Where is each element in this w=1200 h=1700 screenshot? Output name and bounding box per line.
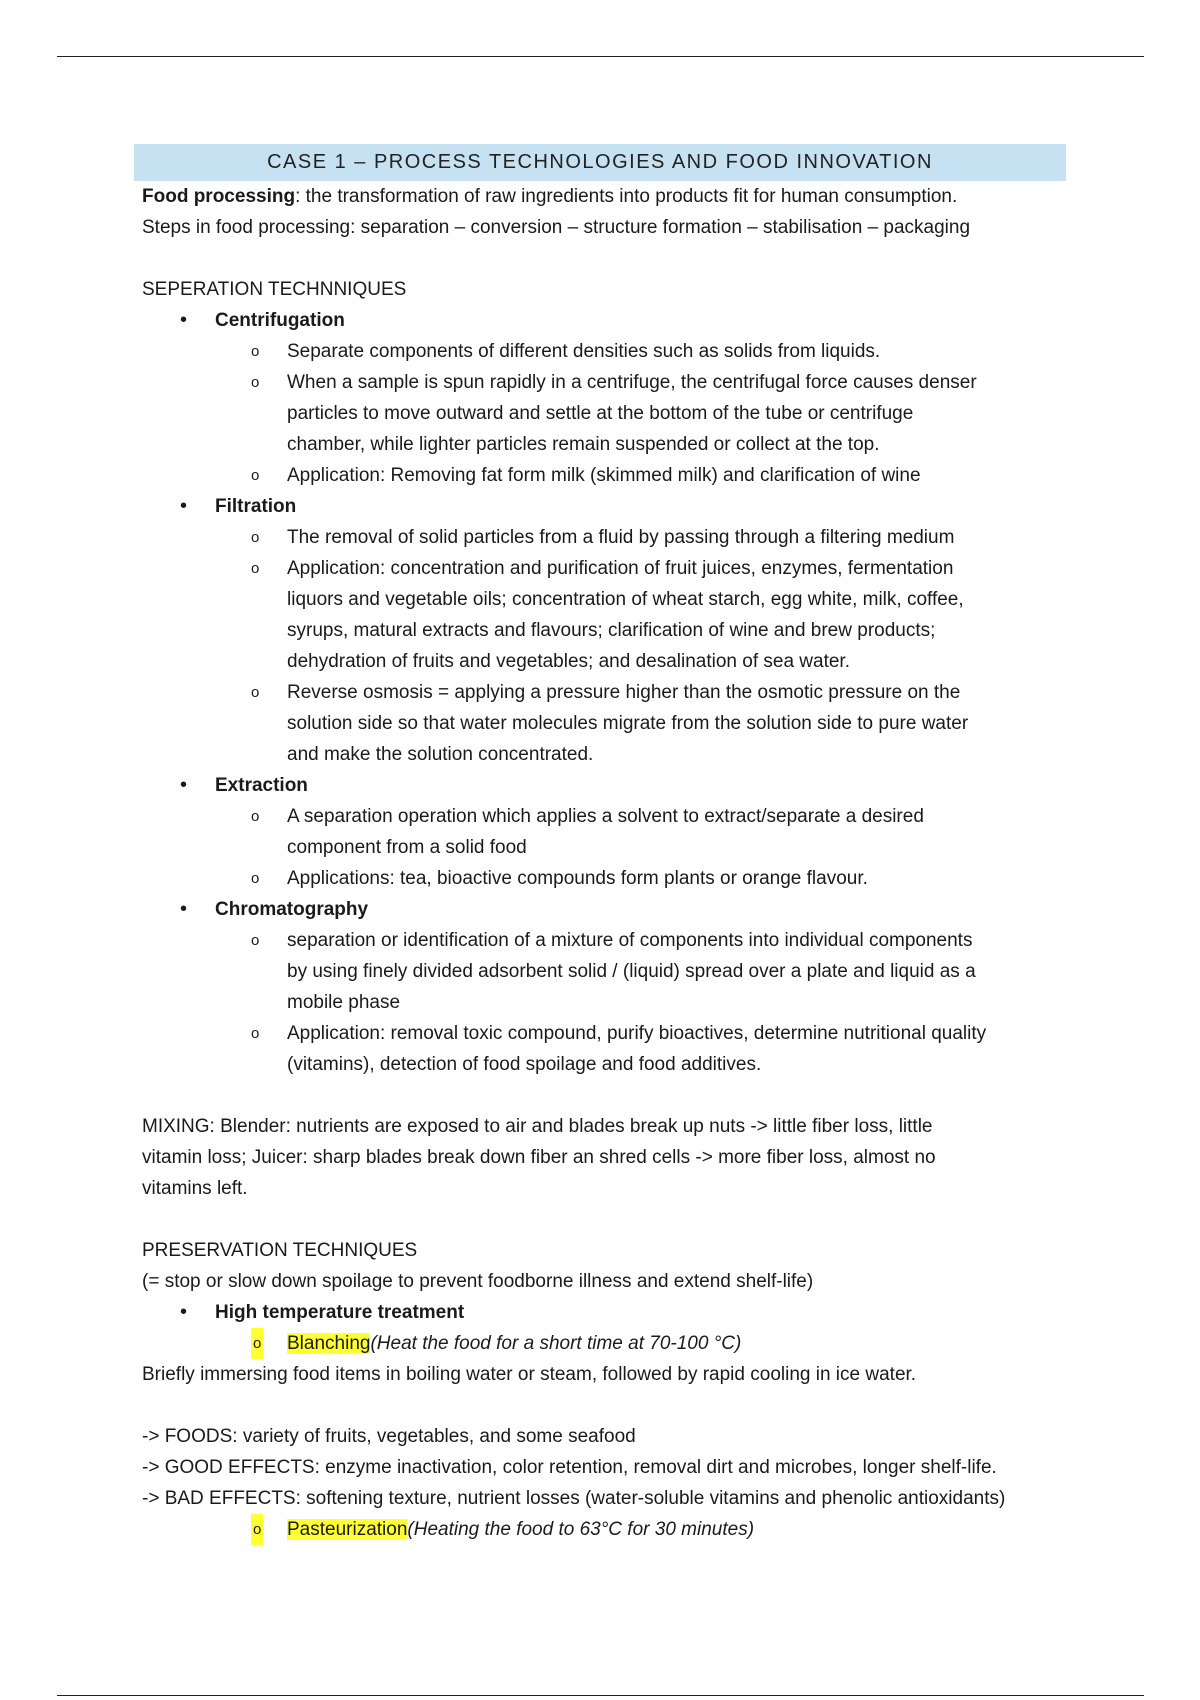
bullet-filtration: • Filtration: [142, 491, 1072, 522]
sub-bullet-pasteurization: o Pasteurization(Heating the food to 63°C for 30 minutes): [142, 1514, 1072, 1545]
mixing-paragraph: MIXING: Blender: nutrients are exposed to air and blades break up nuts -> little fiber loss, little: [142, 1116, 933, 1137]
sub-bullet: o Applications: tea, bioactive compounds form plants or orange flavour.: [251, 868, 868, 889]
sub-bullet: o Reverse osmosis = applying a pressure higher than the osmotic pressure on the: [251, 682, 961, 703]
bullet-high-temperature: • High temperature treatment: [142, 1297, 1072, 1328]
intro-term: Food processing: [142, 186, 296, 207]
highlighted-term-blanching: Blanching: [287, 1333, 371, 1354]
blanching-good-effects: -> GOOD EFFECTS: enzyme inactivation, color retention, removal dirt and microbes, longer shelf-life.: [142, 1457, 997, 1478]
intro-steps: Steps in food processing: separation – conversion – structure formation – stabilisation – packaging: [142, 217, 971, 238]
case-title-banner: [134, 144, 1066, 181]
blanching-bad-effects: -> BAD EFFECTS: softening texture, nutrient losses (water-soluble vitamins and phenolic antioxidants): [142, 1488, 1006, 1509]
sub-bullet: o The removal of solid particles from a fluid by passing through a filtering medium: [251, 527, 955, 548]
sub-bullet: o Separate components of different densities such as solids from liquids.: [251, 341, 881, 362]
bullet-centrifugation: • Centrifugation: [142, 305, 1072, 336]
top-rule: [57, 56, 1144, 57]
case-title: CASE 1 – PROCESS TECHNOLOGIES AND FOOD INNOVATION: [267, 151, 933, 173]
blanching-foods: -> FOODS: variety of fruits, vegetables, and some seafood: [142, 1426, 636, 1447]
bottom-rule: [57, 1695, 1144, 1696]
highlighted-term-pasteurization: Pasteurization: [287, 1519, 408, 1540]
sub-bullet: o Application: concentration and purification of fruit juices, enzymes, fermentation: [251, 558, 954, 579]
preservation-heading: PRESERVATION TECHNIQUES: [142, 1240, 418, 1261]
bullet-chromatography: • Chromatography: [142, 894, 1072, 925]
sub-bullet: o Application: removal toxic compound, purify bioactives, determine nutritional quality: [251, 1023, 987, 1044]
sub-bullet: o A separation operation which applies a solvent to extract/separate a desired: [251, 806, 924, 827]
sub-bullet: o separation or identification of a mixture of components into individual components: [251, 930, 973, 951]
sub-bullet-blanching: o Blanching(Heat the food for a short time at 70-100 °C): [142, 1328, 1072, 1359]
document-body: Food processing: the transformation of raw ingredients into products fit for human consumption. Steps in food processing: separation – conversion – structure formation – stabilisation – packaging SEPERATION TECHNNIQUES • Centrifugation o Separate components of different densities such as solids from liquids. o When a sample is spun rapidly in a centrifuge, the centrifugal force causes denser particles to move outward and settle at the bottom of the tube or centrifuge chamber, while lighter particles remain suspended or collect at the top. o Application: Removing fat form milk (skimmed milk) and clarification of wine • Filtration o The removal of solid particles from a fluid by passing through a filtering medium o Application: concentration and purification of fruit juices, enzymes, fermentation liquors and vegetable oils; concentration of wheat starch, egg white, milk, coffee, syrups, matural extracts and flavours; clarification of wine and brew products; dehydration of fruits and vegetables; and desalination of sea water. o Reverse osmosis = applying a pressure higher than the osmotic pressure on the solution side so that water molecules migrate from the solution side to pure water and make the solution concentrated. • Extraction o A separation operation which applies a solvent to extract/separate a desired component from a solid food o Applications: tea, bioactive compounds form plants or orange flavour. • Chromatography o separation or identification of a mixture of components into individual components by using finely divided adsorbent solid / (liquid) spread over a plate and liquid as a mobile phase o Application: removal toxic compound, purify bioactives, determine nutritional quality (vitamins), detection of food spoilage and food additives. MIXING: Blender: nutrients are exposed to air and blades break up nuts -> little fiber loss, little vitamin loss; Juicer: sharp blades break down fiber an shred cells -> more fiber loss, almost no vitamins left. PRESERVATION TECHNIQUES (= stop or slow down spoilage to prevent foodborne illness and extend shelf-life) • High temperature treatment o Blanching(Heat the food for a short time at 70-100 °C) Briefly immersing food items in boiling water or steam, followed by rapid cooling in ice water. -> FOODS: variety of fruits, vegetables, and some seafood -> GOOD EFFECTS: enzyme inactivation, color retention, removal dirt and microbes, longer shelf-life. -> BAD EFFECTS: softening texture, nutrient losses (water-soluble vitamins and phenolic antioxidants) o Pasteurization(Heating the food to 63°C for 30 minutes): [142, 181, 1072, 1545]
intro-definition: Food processing: the transformation of raw ingredients into products fit for human consumption.: [142, 186, 958, 207]
bullet-extraction: • Extraction: [142, 770, 1072, 801]
sub-bullet: o Application: Removing fat form milk (skimmed milk) and clarification of wine: [251, 465, 921, 486]
preservation-subheading: (= stop or slow down spoilage to prevent foodborne illness and extend shelf-life): [142, 1271, 814, 1292]
blanching-description: Briefly immersing food items in boiling water or steam, followed by rapid cooling in ice water.: [142, 1364, 917, 1385]
separation-heading: SEPERATION TECHNNIQUES: [142, 279, 407, 300]
sub-bullet: o When a sample is spun rapidly in a centrifuge, the centrifugal force causes denser: [251, 372, 977, 393]
